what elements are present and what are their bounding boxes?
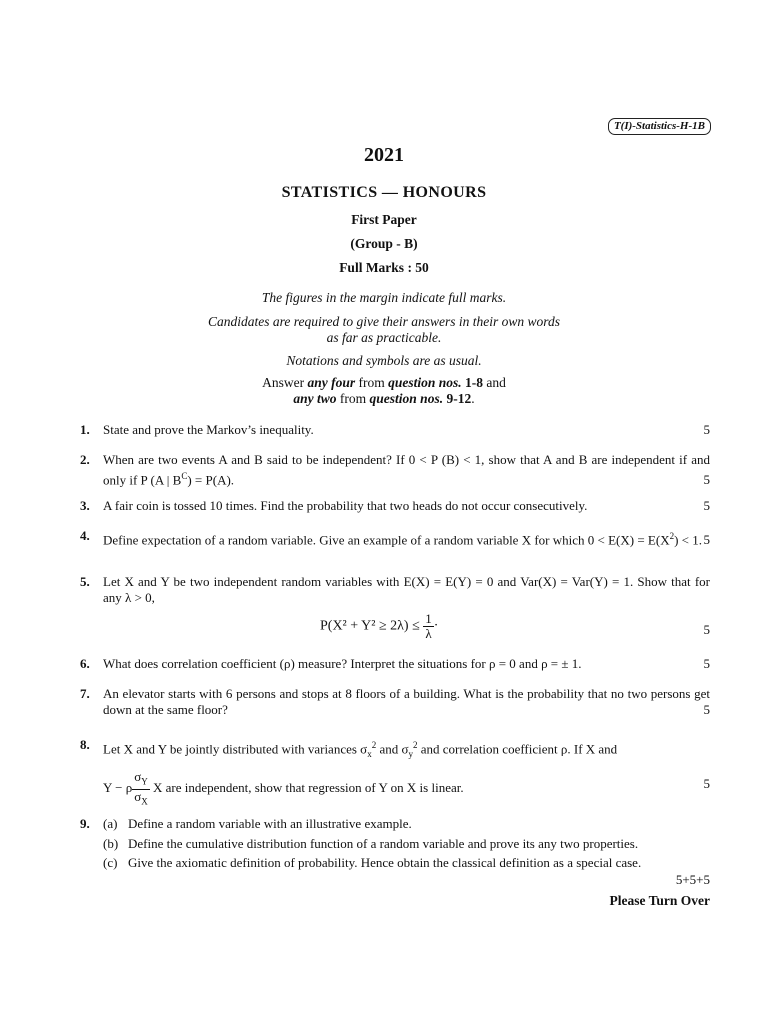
question-5-formula: P(X² + Y² ≥ 2λ) ≤ $\frac{1}{\lambda}$ · <box>320 611 439 641</box>
question-marks: 5 <box>703 656 710 671</box>
group-name: (Group - B) <box>350 236 418 251</box>
question-9c: (c) Give the axiomatic definition of probability. Hence obtain the classical definition as a special case. <box>103 855 642 870</box>
question-8: 8. Let X and Y be jointly distributed with variances $\sigma_x^2$ and $\sigma_y^2$ and correlation coefficient ρ. If X and <box>80 737 618 759</box>
paper-code: T(I)-Statistics-H-1B <box>608 118 711 135</box>
question-5: 5. Let X and Y be two independent random variables with E(X) = E(Y) = 0 and Var(X) = Var(Y) = 1. Show that for any λ > 0, <box>80 574 710 605</box>
answer-instruction: Answer any four from question nos. 1-8 and any two from question nos. 9-12. <box>262 375 506 406</box>
question-1: 1. State and prove the Markov’s inequality. 5 <box>80 422 710 437</box>
please-turn-over: Please Turn Over <box>609 893 710 908</box>
instruction-own-words: Candidates are required to give their answers in their own words as far as practicable. <box>208 314 560 345</box>
question-marks: 5+5+5 <box>675 872 710 887</box>
question-4: 4. Define expectation of a random variable. Give an example of a random variable X for which $0 < E(X) = E(X^2) < 1$. 5 <box>80 528 710 548</box>
question-6: 6. What does correlation coefficient (ρ) measure? Interpret the situations for ρ = 0 and ρ = ± 1. 5 <box>80 656 710 671</box>
subject-title: STATISTICS — HONOURS <box>281 184 487 201</box>
question-marks: 5 <box>703 422 710 437</box>
question-marks: 5 <box>703 622 710 637</box>
question-8-line-2: Y − ρ $\frac{\sigma_Y}{\sigma_X}$ X are independent, show that regression of Y on X is linear. 5 <box>103 769 710 807</box>
question-marks: 5 <box>703 702 710 717</box>
exam-page: T(I)-Statistics-H-1B 2021 STATISTICS — HONOURS First Paper (Group - B) Full Marks : 50 The figures in the margin indicate full marks. Candidates are required to give their answers in their own words as far as practicable. Notations and symbols are as usual. Answer any four from question nos. 1-8 and any two from question nos. 9-12. 1. State and prove the Markov’s inequality. 5 2. When are two events A and B said to be independent? If 0 < P (B) < 1, show that A and B are independent if and only if P (A | $B^C) = P(A)$. 5 3. A fair coin is tossed 10 times. Find the probability that two heads do not occur consecutively. 5 4. Define expectation of a random variable. Give an example of a random variable X for which $0 < E(X) = E(X^2) < 1$. 5 5. Let X and Y be two independent random variables with E(X) = E(Y) = 0 and Var(X) = Var(Y) = 1. Show that for any λ > 0, P(X² + Y² ≥ 2λ) ≤ $\frac{1}{\lambda}$ · 5 6. What does correlation coefficient (ρ) measure? Interpret the situations for ρ = 0 and ρ = ± 1. 5 7. An elevator starts with 6 persons and stops at 8 floors of a building. What is the probability that no two persons get down at the same floor? 5 8. Let X and Y be jointly distributed with variances $\sigma_x^2$ and $\sigma_y^2$ and correlation coefficient ρ. If X and Y − ρ $\frac{\sigma_Y}{\sigma_X}$ X are independent, show that regression of Y on X is linear. 5 9. (a) Define a random variable with an illustrative example. (b) Define the cumulative distribution function of a random variable and prove its any two properties. (c) Give the axiomatic definition of probability. Hence obtain the classical definition as a special case. 5+5+5 Please Turn Over <box>0 0 768 1024</box>
question-marks: 5 <box>703 472 710 488</box>
instruction-margin: The figures in the margin indicate full marks. <box>261 290 507 305</box>
full-marks: Full Marks : 50 <box>339 260 429 275</box>
question-marks: 5 <box>703 532 710 548</box>
question-9a: (a) Define a random variable with an illustrative example. <box>103 816 412 831</box>
question-marks: 5 <box>703 498 710 513</box>
paper-name: First Paper <box>351 212 417 227</box>
instruction-notations: Notations and symbols are as usual. <box>286 353 482 368</box>
exam-year: 2021 <box>364 144 404 166</box>
question-3: 3. A fair coin is tossed 10 times. Find the probability that two heads do not occur consecutively. 5 <box>80 498 710 513</box>
question-9b: (b) Define the cumulative distribution function of a random variable and prove its any two properties. <box>103 836 639 851</box>
question-7: 7. An elevator starts with 6 persons and stops at 8 floors of a building. What is the probability that no two persons get down at the same floor? 5 <box>80 686 710 717</box>
question-marks: 5 <box>703 776 710 791</box>
question-2: 2. When are two events A and B said to be independent? If 0 < P (B) < 1, show that A and B are independent if and only if P (A | $B^C) = P(A)$. 5 <box>80 452 710 488</box>
